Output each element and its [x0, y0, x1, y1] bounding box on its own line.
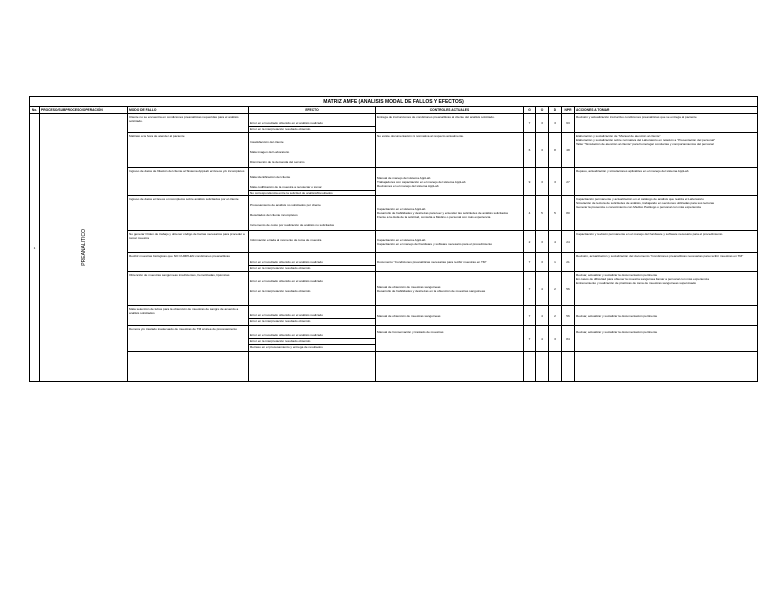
process-label: PREANALITICO — [80, 228, 87, 266]
efecto-line: Mala codificación de la muestra a recolectar o tomar — [250, 184, 322, 189]
amfe-sheet — [29, 96, 757, 382]
efecto-cell — [249, 231, 376, 253]
acciones-cell: Repaso, actualización y simulaciones aplicables en el manejo del sistema AppLab — [575, 168, 758, 196]
table-row — [30, 231, 758, 253]
efecto-cell — [249, 306, 376, 326]
modo-cell: Demora y/o traslado inadecuado de muestras de TM al área de procesamiento — [128, 326, 249, 352]
blank-cell — [524, 352, 536, 382]
blank-cell — [536, 352, 549, 382]
modo-cell: Ingreso de datos erróneos o incompletos sobre análisis solicitados por el cliente — [128, 196, 249, 231]
modo-cell: Cliente no se encuentra en condiciones preanalíticas requeridas para el análisis solicitado. — [128, 114, 249, 133]
o-cell: 3 — [536, 133, 549, 168]
header-controles: CONTROLES ACTUALES — [376, 107, 524, 114]
efecto-line: Información errada al momento de toma de muestra — [250, 237, 322, 242]
efecto-line: Error en el resultado obtenido en el análisis realizado — [250, 120, 323, 125]
npr-cell: 80 — [562, 196, 575, 231]
table-row — [30, 272, 758, 306]
o-cell: 4 — [536, 306, 549, 326]
blank-cell — [562, 352, 575, 382]
npr-cell: 27 — [562, 168, 575, 196]
g-cell: 4 — [524, 196, 536, 231]
efecto-line: Resultados del cliente incompletos — [250, 212, 298, 217]
controles-cell: Capacitación en el sistema AppLab Capacitación en el manejo del hardware y software necesario para el procedimiento — [376, 231, 524, 253]
acciones-cell: Capacitación y revisión permanente en el manejo del hardware y software necesario para el procedimiento — [575, 231, 758, 253]
efecto-line: Insatisfacción del cliente — [250, 139, 284, 144]
blank-cell — [249, 352, 376, 382]
acciones-cell: Revisar, actualizar y socializar la documentación pertinente En casos de dificultad para obtener la muestra sanguínea llamar a personal con más experiencia Entrenamiento y realización de prácticas de toma de muestras sanguíneas supervisado — [575, 272, 758, 306]
efecto-line: Error en el resultado obtenido en el análisis realizado — [250, 312, 323, 317]
header-g: G — [524, 107, 536, 114]
process-cell — [40, 114, 128, 382]
acciones-cell: Revisión, actualización y socialización del documento "Condiciones preanalíticas necesarias para recibir muestras en TM" — [575, 253, 758, 272]
efecto-line: Error en el resultado obtenido en el análisis realizado — [250, 259, 323, 264]
table-row-blank — [30, 352, 758, 382]
controles-cell: No existe documentación ni normativa al respecto actualmente. — [376, 133, 524, 168]
table-row — [30, 168, 758, 196]
efecto-line: Error en la interpretación resultado obtenido — [250, 338, 311, 343]
d-cell: 3 — [549, 168, 562, 196]
d-cell: 5 — [549, 196, 562, 231]
acciones-cell: Revisar, actualizar y socializar la documentación pertinente — [575, 306, 758, 326]
efecto-line: Procesamiento de análisis no solicitados por cliente — [250, 202, 321, 207]
modo-cell: Mala selección de tubos para la obtención de muestras de sangre de acuerdo a análisis solicitados — [128, 306, 249, 326]
blank-cell — [549, 352, 562, 382]
o-cell: 3 — [536, 253, 549, 272]
efecto-line: Disminución de la demanda del servicio — [250, 159, 305, 164]
table-row — [30, 306, 758, 326]
g-cell: 7 — [524, 114, 536, 133]
header-acciones: ACCIONES A TOMAR — [575, 107, 758, 114]
blank-cell — [376, 352, 524, 382]
acciones-cell: Elaboración y socialización de "Manual de atención al cliente" Elaboración y socialización sobre normativa del Laboratorio en relación a "Presentación del personal" Taller "Simulación de atención al cliente" para homologar conductas y comportamientos del personal — [575, 133, 758, 168]
controles-cell: Manual de manejo del sistema AppLab Trabajadores con capacitación en el manejo del sistema AppLab Revisiones en el manejo del sistema AppLab — [376, 168, 524, 196]
d-cell: 4 — [549, 231, 562, 253]
d-cell: 2 — [549, 272, 562, 306]
npr-cell: 56 — [562, 306, 575, 326]
g-cell: 7 — [524, 306, 536, 326]
efecto-line: Error en la interpretación resultado obtenido — [250, 288, 311, 293]
d-cell: 2 — [549, 306, 562, 326]
controles-cell: Manual de obtención de muestras sanguíneas — [376, 306, 524, 326]
header-d: D — [549, 107, 562, 114]
npr-cell: 63 — [562, 114, 575, 133]
efecto-cell — [249, 272, 376, 306]
amfe-body — [30, 114, 758, 382]
d-cell: 8 — [549, 133, 562, 168]
acciones-cell: Revisión y actualización instructivo condiciones preanalíticas que se entrega al paciente — [575, 114, 758, 133]
modo-cell: Recibir muestras biológicas que NO CUMPLEN condiciones preanalíticas — [128, 253, 249, 272]
table-row — [30, 326, 758, 352]
d-cell: 3 — [549, 114, 562, 133]
g-cell: 6 — [524, 133, 536, 168]
header-npr: NPR — [562, 107, 575, 114]
table-row — [30, 114, 758, 133]
acciones-cell: Capacitación permanente y actualización en el catálogo de análisis que realiza el Laboratorio Simulación de lectura de solicitudes de análisis, trabajando en secciones utilizadas para sus lecturas Generar la presencia o conocimiento con Médico Patólogo o personal con más experiencia — [575, 196, 758, 231]
g-cell: 9 — [524, 168, 536, 196]
efecto-cell — [249, 114, 376, 133]
efecto-line: Error en la interpretación resultado obtenido — [250, 318, 311, 323]
efecto-line: Incremento de costo por realización de análisis no solicitados — [250, 222, 335, 227]
o-cell: 3 — [536, 231, 549, 253]
header-no: No. — [30, 107, 40, 114]
modo-cell: No generar Orden de trabajo y obtener código de barras necesarios para proceder a tomar muestra — [128, 231, 249, 253]
efecto-cell — [249, 168, 376, 196]
efecto-line: Mala identificación del cliente — [250, 174, 291, 179]
header-modo-fallo: MODO DE FALLO — [128, 107, 249, 114]
controles-cell: Entrega de instrucciones de condiciones preanalíticas al cliente del análisis solicitado. — [376, 114, 524, 133]
npr-cell: 24 — [562, 231, 575, 253]
efecto-line: Mala imagen del Laboratorio — [250, 149, 290, 154]
efecto-line: Retraso en el procesamiento y entrega de resultados — [250, 344, 323, 349]
o-cell: 4 — [536, 326, 549, 352]
g-cell: 7 — [524, 253, 536, 272]
o-cell: 3 — [536, 168, 549, 196]
o-cell: 5 — [536, 196, 549, 231]
acciones-cell: Revisar, actualizar y socializar la documentación pertinente — [575, 326, 758, 352]
g-cell: 2 — [524, 231, 536, 253]
matrix-title: MATRIZ AMFE (ANALISIS MODAL DE FALLOS Y EFECTOS) — [30, 97, 758, 107]
row-number: 1 — [30, 114, 40, 382]
controles-cell: Documento "Condiciones preanalíticas necesarias para recibir muestras en TM" — [376, 253, 524, 272]
table-row — [30, 253, 758, 272]
efecto-line: Error en el resultado obtenido en el análisis realizado — [250, 332, 323, 337]
npr-cell: 48 — [562, 133, 575, 168]
efecto-cell — [249, 133, 376, 168]
efecto-line: Error en la interpretación resultado obtenido — [250, 265, 311, 270]
table-row — [30, 133, 758, 168]
npr-cell: 21 — [562, 253, 575, 272]
header-o: O — [536, 107, 549, 114]
efecto-line: Error en el resultado obtenido en el análisis realizado — [250, 278, 323, 283]
o-cell: 3 — [536, 114, 549, 133]
d-cell: 3 — [549, 326, 562, 352]
efecto-line: Error en la interpretación resultado obtenido — [250, 126, 311, 131]
modo-cell: Ingreso de datos de filiación del cliente al Sistema AppLab erróneos y/o incompletos — [128, 168, 249, 196]
o-cell: 4 — [536, 272, 549, 306]
controles-cell: Capacitación en el sistema AppLab Desarrollo de habilidades y destrezas para leer y entender las solicitudes de análisis solicitados Frente a la duda de la solicitud, consulta a Médico o personal con más experiencia — [376, 196, 524, 231]
efecto-cell — [249, 196, 376, 231]
header-proceso: PROCESO/SUBPROCESO/OPERACIÓN — [40, 107, 128, 114]
amfe-table — [29, 96, 758, 382]
controles-cell: Manual de obtención de muestras sanguíneas Desarrollo de habilidades y destrezas en la obtención de muestras sanguíneas — [376, 272, 524, 306]
npr-cell: 56 — [562, 272, 575, 306]
blank-cell — [575, 352, 758, 382]
modo-cell: Maltrato a la hora de atender al paciente — [128, 133, 249, 168]
header-efecto: EFECTO — [249, 107, 376, 114]
d-cell: 1 — [549, 253, 562, 272]
efecto-line: No correspondencia entre la solicitud de análisis/Resultados — [250, 190, 333, 195]
npr-cell: 84 — [562, 326, 575, 352]
g-cell: 7 — [524, 272, 536, 306]
efecto-cell — [249, 326, 376, 352]
modo-cell: Obtención de muestras sanguíneas insuficientes, hemolizadas, lipémicas — [128, 272, 249, 306]
blank-cell — [128, 352, 249, 382]
g-cell: 7 — [524, 326, 536, 352]
efecto-cell — [249, 253, 376, 272]
controles-cell: Manual de Conservación y traslado de muestras — [376, 326, 524, 352]
table-row — [30, 196, 758, 231]
